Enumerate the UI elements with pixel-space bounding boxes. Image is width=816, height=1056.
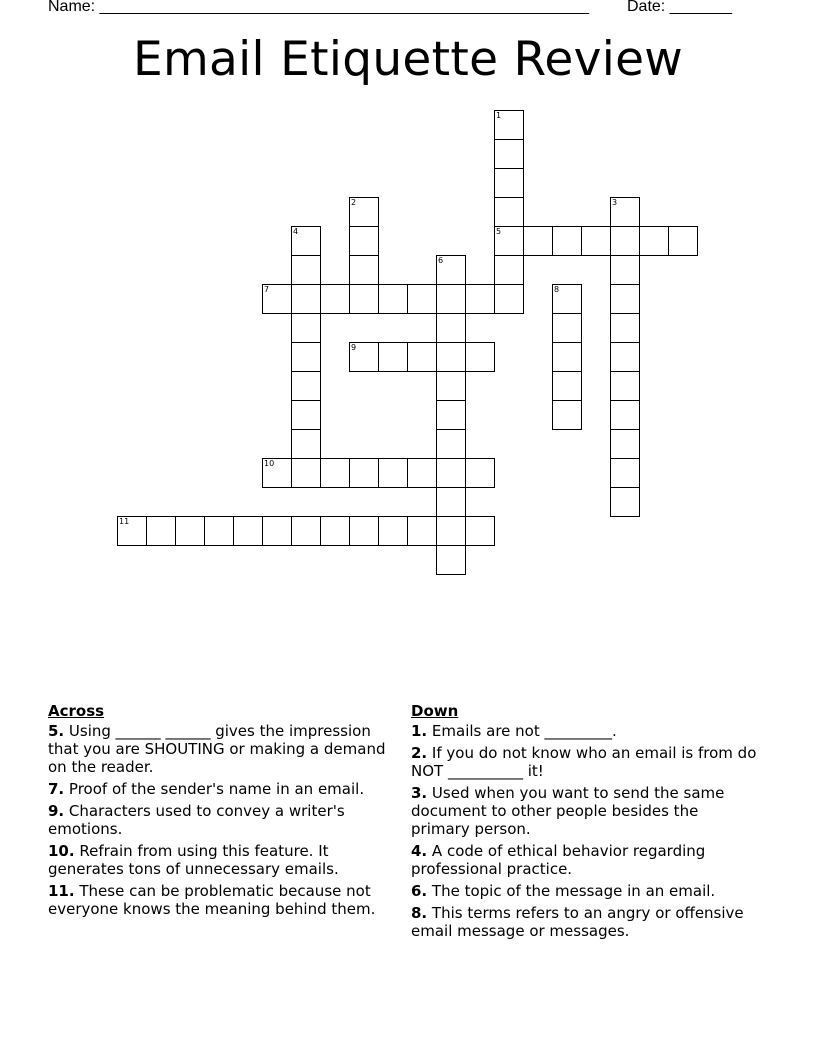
crossword-cell[interactable]	[494, 110, 524, 140]
cell-number: 10	[264, 459, 275, 468]
crossword-cell[interactable]	[407, 516, 437, 546]
clue-number: 2.	[411, 744, 428, 762]
crossword-cell[interactable]	[436, 371, 466, 401]
clue-number: 3.	[411, 784, 428, 802]
crossword-cell[interactable]	[204, 516, 234, 546]
crossword-cell[interactable]	[465, 516, 495, 546]
crossword-cell[interactable]	[494, 197, 524, 227]
crossword-cell[interactable]	[349, 516, 379, 546]
crossword-cell[interactable]	[523, 226, 553, 256]
crossword-cell[interactable]	[378, 284, 408, 314]
crossword-cell[interactable]	[552, 371, 582, 401]
clue-down-6	[411, 882, 761, 900]
cell-number: 9	[351, 343, 357, 352]
crossword-cell[interactable]	[407, 284, 437, 314]
clue-number: 4.	[411, 842, 428, 860]
clue-down-8	[411, 904, 761, 940]
cell-number: 8	[554, 285, 560, 294]
crossword-cell[interactable]	[581, 226, 611, 256]
clue-down-2	[411, 744, 761, 780]
crossword-cell[interactable]	[436, 429, 466, 459]
clue-number: 9.	[48, 802, 65, 820]
crossword-cell[interactable]	[494, 284, 524, 314]
crossword-cell[interactable]	[610, 371, 640, 401]
crossword-cell[interactable]	[610, 487, 640, 517]
clue-number: 11.	[48, 882, 75, 900]
crossword-cell[interactable]	[610, 284, 640, 314]
cell-number: 4	[293, 227, 299, 236]
clue-text: Using ______ ______ gives the impression that you are SHOUTING or making a demand on the reader.	[48, 722, 386, 776]
crossword-cell[interactable]	[407, 342, 437, 372]
crossword-cell[interactable]	[378, 342, 408, 372]
clue-down-3	[411, 784, 761, 838]
crossword-cell[interactable]	[610, 458, 640, 488]
crossword-cell[interactable]	[610, 342, 640, 372]
crossword-cell[interactable]	[117, 516, 147, 546]
clue-text: A code of ethical behavior regarding professional practice.	[411, 842, 706, 878]
clue-number: 7.	[48, 780, 65, 798]
clue-text: Emails are not _________.	[431, 722, 617, 740]
crossword-cell[interactable]	[494, 168, 524, 198]
clue-across-5	[48, 722, 393, 776]
clue-across-10	[48, 842, 393, 878]
clue-text: Refrain from using this feature. It generates tons of unnecessary emails.	[48, 842, 339, 878]
clue-text: These can be problematic because not everyone knows the meaning behind them.	[48, 882, 376, 918]
crossword-cell[interactable]	[465, 342, 495, 372]
crossword-cell[interactable]	[349, 458, 379, 488]
crossword-cell[interactable]	[436, 487, 466, 517]
crossword-cell[interactable]	[378, 458, 408, 488]
crossword-cell[interactable]	[436, 255, 466, 285]
crossword-cell[interactable]	[610, 255, 640, 285]
crossword-cell[interactable]	[291, 458, 321, 488]
clue-number: 1.	[411, 722, 428, 740]
crossword-cell[interactable]	[494, 226, 524, 256]
crossword-cell[interactable]	[349, 226, 379, 256]
clue-text: Proof of the sender's name in an email.	[68, 780, 365, 798]
crossword-cell[interactable]	[233, 516, 263, 546]
crossword-cell[interactable]	[610, 226, 640, 256]
crossword-cell[interactable]	[320, 516, 350, 546]
crossword-cell[interactable]	[610, 429, 640, 459]
crossword-cell[interactable]	[407, 458, 437, 488]
crossword-cell[interactable]	[291, 226, 321, 256]
clue-across-9	[48, 802, 393, 838]
cell-number: 3	[612, 198, 618, 207]
clue-number: 5.	[48, 722, 65, 740]
crossword-cell[interactable]	[262, 284, 292, 314]
down-heading: Down	[411, 702, 459, 720]
crossword-cell[interactable]	[436, 516, 466, 546]
crossword-cell[interactable]	[436, 458, 466, 488]
crossword-cell[interactable]	[436, 545, 466, 575]
cell-number: 11	[119, 517, 130, 526]
clue-text: This terms refers to an angry or offensive email message or messages.	[411, 904, 744, 940]
across-clues	[48, 702, 393, 922]
crossword-cell[interactable]	[320, 284, 350, 314]
down-clues	[411, 702, 761, 944]
cell-number: 6	[438, 256, 444, 265]
cell-number: 1	[496, 111, 502, 120]
crossword-cell[interactable]	[291, 371, 321, 401]
clue-text: If you do not know who an email is from do NOT __________ it!	[411, 744, 757, 780]
clue-across-11	[48, 882, 393, 918]
crossword-cell[interactable]	[436, 313, 466, 343]
clue-number: 6.	[411, 882, 428, 900]
crossword-cell[interactable]	[436, 284, 466, 314]
crossword-cell[interactable]	[146, 516, 176, 546]
clue-number: 8.	[411, 904, 428, 922]
crossword-cell[interactable]	[291, 255, 321, 285]
crossword-cell[interactable]	[465, 458, 495, 488]
crossword-cell[interactable]	[291, 400, 321, 430]
crossword-cell[interactable]	[494, 255, 524, 285]
name-field-line: Name: _______________________________________________________	[48, 0, 589, 15]
cell-number: 2	[351, 198, 357, 207]
crossword-cell[interactable]	[320, 458, 350, 488]
crossword-cell[interactable]	[436, 400, 466, 430]
crossword-cell[interactable]	[494, 139, 524, 169]
crossword-cell[interactable]	[349, 284, 379, 314]
crossword-cell[interactable]	[465, 284, 495, 314]
page-title: Email Etiquette Review	[132, 32, 684, 87]
clue-down-4	[411, 842, 761, 878]
crossword-cell[interactable]	[552, 226, 582, 256]
crossword-cell[interactable]	[349, 255, 379, 285]
crossword-cell[interactable]	[349, 342, 379, 372]
date-field-line: Date: _______	[627, 0, 732, 15]
cell-number: 5	[496, 227, 502, 236]
crossword-cell[interactable]	[436, 342, 466, 372]
crossword-cell[interactable]	[610, 400, 640, 430]
clue-text: The topic of the message in an email.	[431, 882, 716, 900]
crossword-cell[interactable]	[291, 429, 321, 459]
crossword-cell[interactable]	[291, 342, 321, 372]
clue-text: Used when you want to send the same document to other people besides the primary person.	[411, 784, 725, 838]
crossword-cell[interactable]	[552, 400, 582, 430]
crossword-cell[interactable]	[291, 313, 321, 343]
crossword-cell[interactable]	[552, 342, 582, 372]
crossword-cell[interactable]	[552, 284, 582, 314]
crossword-cell[interactable]	[175, 516, 205, 546]
crossword-cell[interactable]	[378, 516, 408, 546]
cell-number: 7	[264, 285, 270, 294]
crossword-cell[interactable]	[262, 458, 292, 488]
crossword-cell[interactable]	[291, 516, 321, 546]
across-heading: Across	[48, 702, 105, 720]
crossword-cell[interactable]	[552, 313, 582, 343]
crossword-cell[interactable]	[610, 197, 640, 227]
crossword-cell[interactable]	[668, 226, 698, 256]
clue-across-7	[48, 780, 393, 798]
crossword-cell[interactable]	[262, 516, 292, 546]
crossword-cell[interactable]	[639, 226, 669, 256]
crossword-cell[interactable]	[349, 197, 379, 227]
clue-down-1	[411, 722, 761, 740]
crossword-cell[interactable]	[610, 313, 640, 343]
crossword-cell[interactable]	[291, 284, 321, 314]
clue-number: 10.	[48, 842, 75, 860]
clue-text: Characters used to convey a writer's emotions.	[48, 802, 345, 838]
